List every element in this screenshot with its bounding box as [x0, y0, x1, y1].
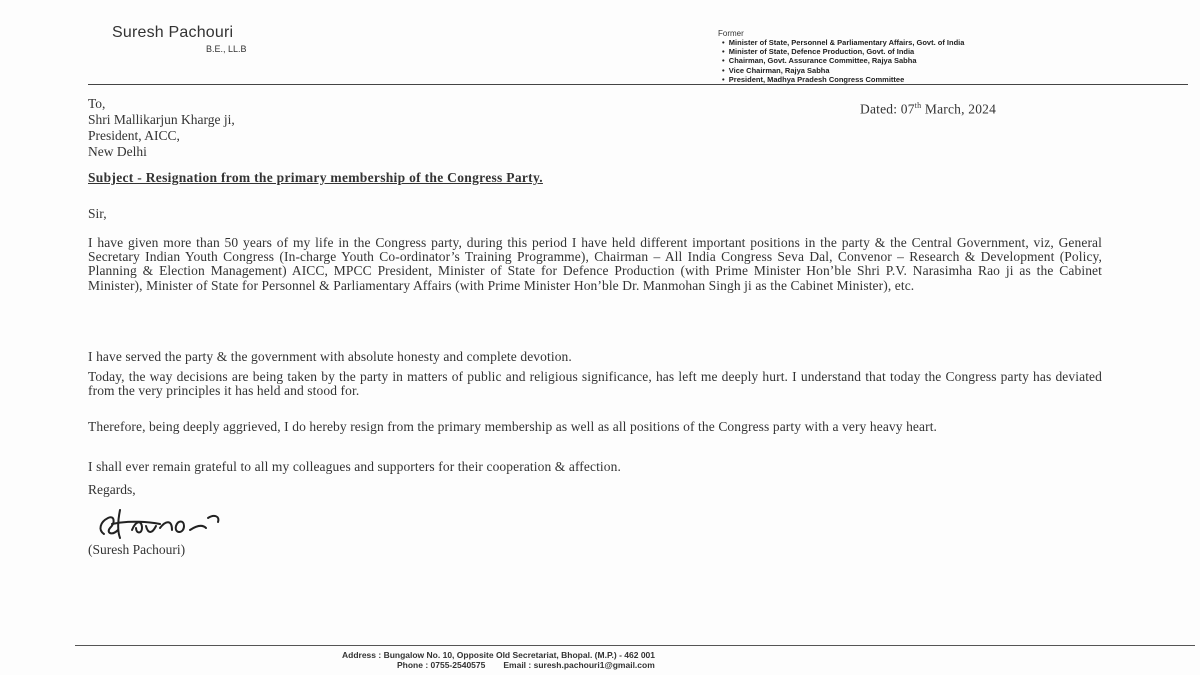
date-suffix: March, 2024 — [921, 101, 997, 117]
former-role-item: • Minister of State, Personnel & Parliamentary Affairs, Govt. of India — [722, 38, 964, 47]
closing-regards: Regards, — [88, 482, 136, 497]
footer-divider — [75, 645, 1195, 646]
body-paragraph: Today, the way decisions are being taken by the party in matters of public and religious significance, has left me deeply hurt. I understand that today the Congress party has deviated from the very principles it has held and stood for. — [88, 369, 1102, 399]
footer-phone: Phone : 0755-2540575 — [397, 660, 486, 670]
footer-email: Email : suresh.pachouri1@gmail.com — [503, 660, 655, 670]
former-roles-list — [722, 38, 964, 84]
signatory-name: (Suresh Pachouri) — [88, 542, 186, 557]
former-role-item: • Vice Chairman, Rajya Sabha — [722, 66, 964, 75]
recipient-block — [88, 96, 235, 160]
footer-contact — [397, 660, 655, 670]
former-label: Former — [718, 29, 744, 38]
body-paragraph: I shall ever remain grateful to all my colleagues and supporters for their cooperation & affection. — [88, 459, 621, 474]
body-paragraph: I have given more than 50 years of my life in the Congress party, during this period I have held different important positions in the party & the Central Government, viz, General Secretary Indian Youth Congress (In-charge Youth Co-ordinator’s Training Programme), Chairman – All India Congress Seva Dal, Convenor – Research & Development (Policy, Planning & Election Management) AICC, MPCC President, Minister of State for Defence Production (with Prime Minister Hon’ble Shri P.V. Narasimha Rao ji as the Cabinet Minister), Minister of State for Personnel & Parliamentary Affairs (with Prime Minister Hon’ble Dr. Manmohan Singh ji as the Cabinet Minister), etc. — [88, 235, 1102, 293]
letterhead-name: Suresh Pachouri — [112, 24, 234, 41]
letter-date — [860, 101, 996, 118]
recipient-name: Shri Mallikarjun Kharge ji, — [88, 112, 235, 127]
salutation: Sir, — [88, 206, 107, 221]
footer-address: Address : Bungalow No. 10, Opposite Old Secretariat, Bhopal. (M.P.) - 462 001 — [342, 650, 656, 660]
date-prefix: Dated: 07 — [860, 101, 915, 117]
to-label: To, — [88, 96, 106, 111]
recipient-title: President, AICC, — [88, 128, 180, 143]
letterhead-divider — [88, 84, 1188, 85]
former-role-item: • Chairman, Govt. Assurance Committee, Rajya Sabha — [722, 56, 964, 65]
body-paragraph: I have served the party & the government with absolute honesty and complete devotion. — [88, 349, 572, 364]
date-ordinal: th — [914, 101, 922, 110]
letterhead-qualifications: B.E., LL.B — [206, 44, 247, 54]
subject-line: Subject - Resignation from the primary membership of the Congress Party. — [88, 170, 543, 185]
former-role-item: • President, Madhya Pradesh Congress Committee — [722, 75, 964, 84]
recipient-city: New Delhi — [88, 144, 147, 159]
body-paragraph: Therefore, being deeply aggrieved, I do hereby resign from the primary membership as well as all positions of the Congress party with a very heavy heart. — [88, 419, 938, 434]
handwritten-signature — [90, 500, 310, 544]
former-role-item: • Minister of State, Defence Production, Govt. of India — [722, 47, 964, 56]
